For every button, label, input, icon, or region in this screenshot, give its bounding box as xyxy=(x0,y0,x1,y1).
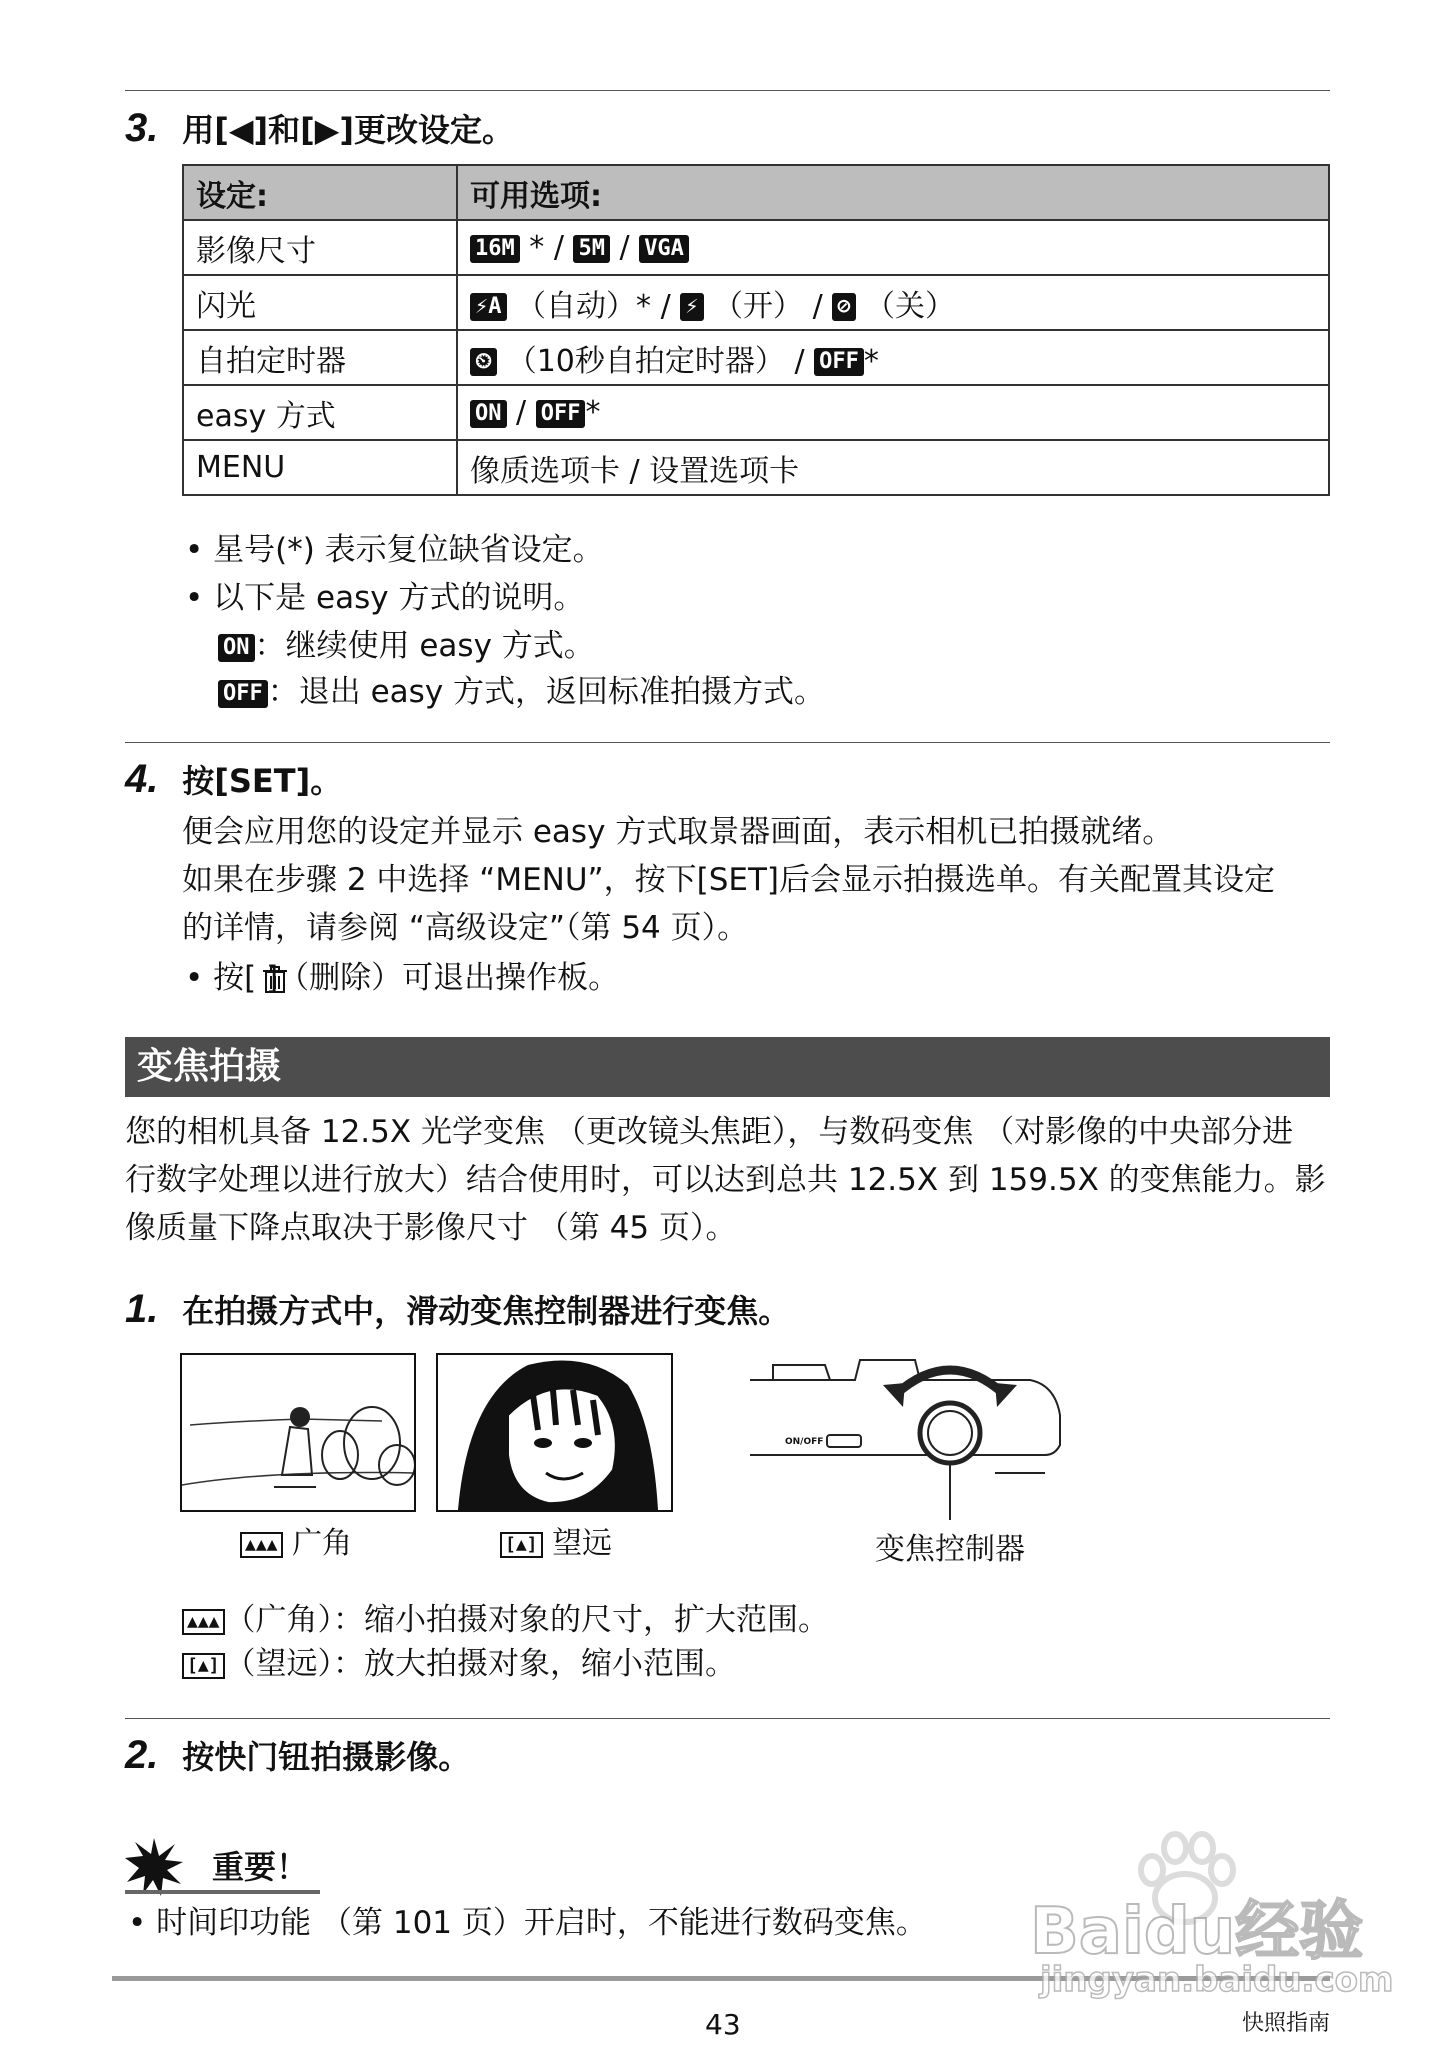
step-text: 按快门钮拍摄影像。 xyxy=(182,1738,471,1776)
note-bullet-2 xyxy=(185,578,584,618)
separator: / xyxy=(660,288,681,324)
step4-bullet xyxy=(185,958,619,998)
note-off xyxy=(218,672,825,712)
settings-table xyxy=(182,164,1330,496)
note-on xyxy=(218,626,595,666)
divider xyxy=(125,1718,1330,1719)
camera-drawing xyxy=(745,1345,1065,1520)
tele-caption-text: 望远 xyxy=(552,1526,613,1561)
wide-caption xyxy=(240,1518,352,1562)
tele-caption xyxy=(500,1518,612,1562)
wide-description xyxy=(182,1600,829,1640)
separator: / xyxy=(812,288,833,324)
separator: / xyxy=(619,230,640,265)
step-number: 2. xyxy=(125,1733,159,1777)
flash-auto-icon: ⚡A xyxy=(470,293,507,321)
table-header-row xyxy=(183,165,1329,220)
note-on-text: ：继续使用 easy 方式。 xyxy=(254,628,595,664)
step4-line3: 的详情，请参阅 “高级设定”（第 54 页）。 xyxy=(182,910,749,946)
zoom-para-2: 行数字处理以进行放大）结合使用时，可以达到总共 12.5X 到 159.5X 的变焦能力。影 xyxy=(125,1162,1326,1198)
off-icon: OFF xyxy=(536,400,586,428)
wide-caption-text: 广角 xyxy=(292,1526,353,1561)
on-off-label: ON/OFF xyxy=(785,1437,824,1447)
divider xyxy=(125,742,1330,743)
important-underline xyxy=(125,1890,320,1894)
section-title-bar xyxy=(125,1037,1330,1097)
trash-icon xyxy=(262,966,288,994)
tele-desc-text: （望远）：放大拍摄对象，缩小范围。 xyxy=(224,1646,737,1682)
size-16m-icon: 16M xyxy=(470,235,520,263)
tele-scene-drawing xyxy=(438,1355,671,1510)
header-options: 可用选项: xyxy=(457,165,1329,220)
step-number: 4. xyxy=(125,757,159,801)
table-row xyxy=(183,440,1329,495)
important-title: 重要！ xyxy=(212,1848,309,1886)
table-row xyxy=(183,220,1329,275)
telephoto-illustration xyxy=(436,1353,673,1512)
header-setting: 设定: xyxy=(183,165,457,220)
row-setting: 影像尺寸 xyxy=(183,220,457,275)
important-text: 时间印功能 （第 101 页）开启时，不能进行数码变焦。 xyxy=(156,1905,927,1941)
on-icon: ON xyxy=(218,634,255,662)
row-setting: 自拍定时器 xyxy=(183,330,457,385)
separator: / xyxy=(516,395,527,430)
separator: / xyxy=(794,343,815,379)
telephoto-icon: [▲] xyxy=(182,1653,225,1679)
table-row xyxy=(183,275,1329,330)
zoom-para-3: 像质量下降点取决于影像尺寸 （第 45 页）。 xyxy=(125,1210,737,1246)
telephoto-icon: [▲] xyxy=(500,1532,543,1558)
note-off-text: ：退出 easy 方式，返回标准拍摄方式。 xyxy=(267,674,826,710)
bullet-dot: • xyxy=(128,1905,157,1941)
flash-on-icon: ⚡ xyxy=(680,293,703,321)
default-star: * / xyxy=(529,230,574,265)
wide-angle-icon: ▲▲▲ xyxy=(182,1609,225,1635)
off-icon: OFF xyxy=(218,680,268,708)
section-title: 变焦拍摄 xyxy=(137,1046,282,1087)
bullet-dot: • xyxy=(185,580,214,616)
bullet-dot: • xyxy=(185,960,214,996)
step-number: 3. xyxy=(125,106,159,150)
camera-illustration xyxy=(745,1345,1065,1520)
watermark-url: jingyan.baidu.com xyxy=(1040,1960,1394,2000)
step4-line1: 便会应用您的设定并显示 easy 方式取景器画面，表示相机已拍摄就绪。 xyxy=(182,814,1174,850)
flash-auto-label: （自动）* xyxy=(516,288,652,324)
step4-heading xyxy=(125,756,342,802)
self-timer-icon: ⏲ xyxy=(470,348,497,376)
step-text: 用[◀]和[▶]更改设定。 xyxy=(182,111,514,149)
row-options: 像质选项卡 / 设置选项卡 xyxy=(457,440,1329,495)
tele-description xyxy=(182,1644,736,1684)
zoom-step2-heading xyxy=(125,1732,470,1778)
row-setting: easy 方式 xyxy=(183,385,457,440)
delete-bullet-text: 按[ ]（删除）可退出操作板。 xyxy=(213,960,620,996)
zoom-step1-heading xyxy=(125,1286,790,1332)
self-timer-label: （10秒自拍定时器） xyxy=(506,343,785,379)
default-star: * xyxy=(863,343,879,379)
table-row xyxy=(183,330,1329,385)
row-setting: 闪光 xyxy=(183,275,457,330)
wide-angle-icon: ▲▲▲ xyxy=(240,1532,283,1558)
note-bullet-1 xyxy=(185,530,604,570)
step-text: 在拍摄方式中，滑动变焦控制器进行变焦。 xyxy=(182,1292,791,1330)
step3-heading xyxy=(125,105,514,151)
size-vga-icon: VGA xyxy=(639,235,689,263)
row-options xyxy=(457,220,1329,275)
table-row xyxy=(183,385,1329,440)
flash-on-label: （开） xyxy=(713,288,804,324)
zoom-para-1: 您的相机具备 12.5X 光学变焦 （更改镜头焦距），与数码变焦 （对影像的中央部分进 xyxy=(125,1114,1294,1150)
wide-scene-drawing xyxy=(182,1355,414,1510)
step4-line2: 如果在步骤 2 中选择 “MENU”，按下[SET]后会显示拍摄选单。有关配置其设定 xyxy=(182,862,1276,898)
step-text: 按[SET]。 xyxy=(182,762,343,800)
page-number: 43 xyxy=(705,2008,741,2041)
row-options xyxy=(457,385,1329,440)
note-text: 以下是 easy 方式的说明。 xyxy=(213,580,585,616)
row-options xyxy=(457,275,1329,330)
size-5m-icon: 5M xyxy=(573,235,610,263)
top-rule xyxy=(125,90,1330,91)
starburst-icon xyxy=(125,1838,183,1896)
bullet-dot: • xyxy=(185,532,214,568)
on-icon: ON xyxy=(470,400,507,428)
off-icon: OFF xyxy=(814,348,864,376)
wide-desc-text: （广角）：缩小拍摄对象的尺寸，扩大范围。 xyxy=(224,1602,830,1638)
row-setting: MENU xyxy=(183,440,457,495)
flash-off-icon: ⊘ xyxy=(832,293,855,321)
guide-label: 快照指南 xyxy=(1242,2011,1331,2036)
note-text: 星号(*) 表示复位缺省设定。 xyxy=(213,532,604,568)
important-bullet xyxy=(128,1903,927,1943)
control-caption: 变焦控制器 xyxy=(875,1532,1025,1567)
watermark-brand: Baidu经验 xyxy=(1030,1895,1364,1969)
row-options xyxy=(457,330,1329,385)
default-star: * xyxy=(585,395,601,430)
flash-off-label: （关） xyxy=(865,288,956,324)
wide-angle-illustration xyxy=(180,1353,416,1512)
step-number: 1. xyxy=(125,1287,159,1331)
